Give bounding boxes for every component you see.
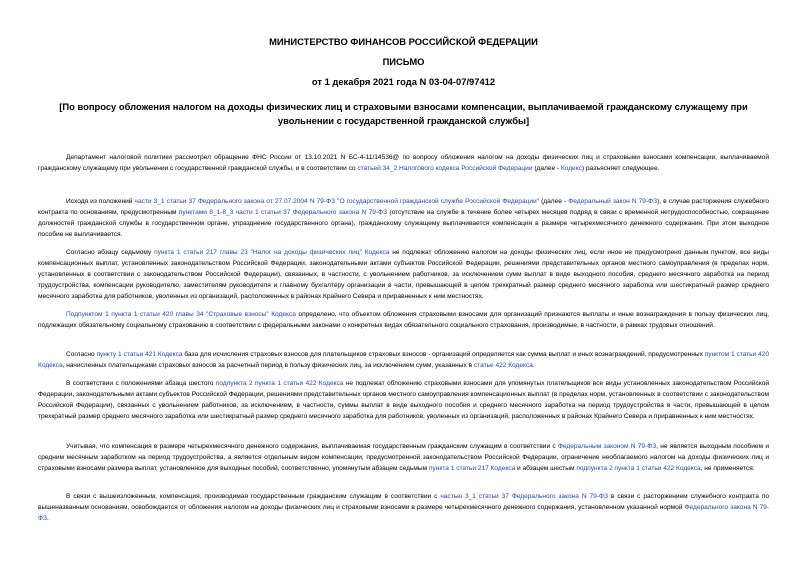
paragraph-text: Согласно [66,351,97,358]
paragraph-text: Учитывая, что компенсация в размере четырехмесячного денежного содержания, выплачиваемая государственным гражданским служащим в соответствии с [66,443,558,450]
law-reference-link[interactable]: Кодекс [560,165,582,172]
law-reference-link[interactable]: Федерального закона N 79-ФЗ [38,504,769,522]
paragraph-text: , не является выходным пособием и средним месячным заработком на период трудоустройства, а является отдельным видом компенсации, предусмотренной законодательством Российской Федерации, ограничение необлагаемого налогом на доходы физических лиц и страховыми взносами размера выплат, установленное для выходных пособий, соответственно, упомянутым абзацем седьмым [38,443,769,472]
law-reference-link[interactable]: пункту 1 статьи 421 Кодекса [96,351,183,358]
paragraph-text: определено, что объектом обложения страховыми взносами для организаций признаются выплаты и иные вознаграждения в пользу физических лиц, подлежащих обязательному социальному страхованию в соответствии с федеральными законами о конкретных видах обязательного социального страхования, производимые, в частности, в рамках трудовых отношений. [38,311,769,329]
paragraph-text: , не применяется. [700,465,755,472]
paragraph-text: (отсутствие на службе в течение более четырех месяцев подряд в связи с временной нетрудоспособностью, сокращение должностей гражданской службы в государственном органе, упразднение государственного органа), гражданскому служащему выплачивается компенсация в размере четырехмесячного денежного содержания. При этом выходное пособие не выплачивается. [38,209,769,238]
paragraph-final-conclusion [38,491,769,524]
paragraph-text: (далее - [539,198,569,205]
document-date-number: от 1 декабря 2021 года N 03-04-07/97412 [311,76,496,87]
law-reference-link[interactable]: пунктом 1 статьи 420 Кодекса [38,351,769,369]
law-reference-link[interactable]: статье 422 Кодекса [473,362,533,369]
paragraph-text: . [532,362,535,369]
paragraph-article-420 [38,309,769,331]
law-reference-link[interactable]: частью 3_1 статьи 37 Федерального закона N 79-ФЗ [440,493,608,500]
law-reference-link[interactable]: пункта 1 статьи 217 главы 23 "Налог на доходы физических лиц" Кодекса [154,249,390,256]
law-reference-link[interactable]: части 3_1 статьи 37 Федерального закона от 27.07.2004 N 79-ФЗ "О государственной гражданской службе Российской Федерации" [134,198,540,205]
paragraph-text: и абзацем шестым [515,465,577,472]
paragraph-intro [38,152,769,174]
paragraph-text: Исходя из положений [66,198,135,205]
paragraph-text: база для исчисления страховых взносов для плательщиков страховых взносов - организаций определяется как сумма выплат и иных вознаграждений, предусмотренных [182,351,705,358]
law-reference-link[interactable]: статьей 34_2 Налогового кодекса Российской Федерации [357,165,533,172]
law-reference-link[interactable]: подпункта 2 пункта 1 статьи 422 Кодекса [576,465,701,472]
law-reference-link[interactable]: подпункта 2 пункта 1 статьи 422 Кодекса [215,380,344,387]
paragraph-text: Департамент налоговой политики рассмотрел обращение ФНС России от 13.10.2021 N БС-4-11/14536@ по вопросу обложения налогом на доходы физических лиц и страховыми взносами компенсации, выплачиваемой гражданскому служащему при увольнении с государственной гражданской службы, и в соответствии со [38,154,769,172]
document-type-heading: ПИСЬМО [382,56,425,67]
paragraph-text: не подлежат обложению страховыми взносами для упомянутых плательщиков все виды установленных законодательством Российской Федерации, законодательными актами субъектов Российской Федерации, решениями представительных органов местного самоуправления компенсационных выплат (в пределах норм, установленных в соответствии с законодательством Российской Федерации), связанных с увольнением работников, за исключением, в частности, суммы выплат в виде выходного пособия и среднего месячного заработка на период трудоустройства в части, превышающей в целом трехкратный размер среднего месячного заработка или шестикратный размер среднего месячного заработка для работников, уволенных из организаций, расположенных в районах Крайнего Севера и приравненных к ним местностях. [38,380,770,420]
paragraph-conclusion-basis [38,441,769,474]
paragraph-text: в связи с расторжением служебного контракта по вышеназванным основаниям, освобождается от обложения налогом на доходы физических лиц и страховыми взносами в размере четырехмесячного денежного содержания, установленном указанной нормой [38,493,769,511]
paragraph-text: . [46,515,49,522]
paragraph-article-421 [38,349,769,371]
paragraph-text: (далее - [532,165,561,172]
paragraph-text: не подлежат обложению налогом на доходы физических лиц, если иное не предусмотрено данным пунктом, все виды компенсационных выплат, установленных законодательством Российской Федерации, законодательными актами субъектов Российской Федерации, решениями представительных органов местного самоуправления (в пределах норм, установленных в соответствии с законодательством Российской Федерации), связанных, в частности, с увольнением работников, за исключением сумм выплат в виде выходного пособия, среднего месячного заработка на период трудоустройства, компенсации руководителю, заместителям руководителя и главному бухгалтеру организации в части, превышающей в целом трехкратный размер среднего месячного заработка или шестикратный размер среднего месячного заработка для работников, уволенных из организаций, расположенных в районах Крайнего Севера и приравненных к ним местностях. [38,249,769,300]
paragraph-text: ), в случае расторжения служебного контракта по основаниям, предусмотренным [38,198,770,216]
ministry-heading: МИНИСТЕРСТВО ФИНАНСОВ РОССИЙСКОЙ ФЕДЕРАЦИИ [269,36,538,47]
paragraph-article-217 [38,247,769,302]
law-reference-link[interactable]: пункта 1 статьи 217 Кодекса [428,465,516,472]
paragraph-text: В соответствии с положениями абзаца шестого [66,380,216,387]
paragraph-text: ) разъясняет следующее. [581,165,660,172]
paragraph-law-79fz [38,196,769,240]
paragraph-text: В связи с вышеизложенным, компенсация, производимая государственным гражданским служащим в соответствии с [66,493,441,500]
law-reference-link[interactable]: пунктами 8_1-8_3 части 1 статьи 37 Федерального закона N 79-ФЗ [178,209,388,216]
law-reference-link[interactable]: Подпунктом 1 пункта 1 статьи 420 главы 34 "Страховые взносы" Кодекса [66,311,296,318]
paragraph-article-422 [38,378,769,422]
paragraph-text: , начисленных плательщиками страховых взносов за расчетный период в пользу физических лиц, за исключением сумм, указанных в [62,362,474,369]
law-reference-link[interactable]: Федеральный закон N 79-ФЗ [568,198,658,205]
paragraph-text: Согласно абзацу седьмому [66,249,155,256]
document-subject: [По вопросу обложения налогом на доходы физических лиц и страховыми взносами компенсации, выплачиваемой гражданскому служащему при увольнении с государственной гражданской службы] [59,101,748,126]
law-reference-link[interactable]: Федеральным законом N 79-ФЗ [557,443,657,450]
